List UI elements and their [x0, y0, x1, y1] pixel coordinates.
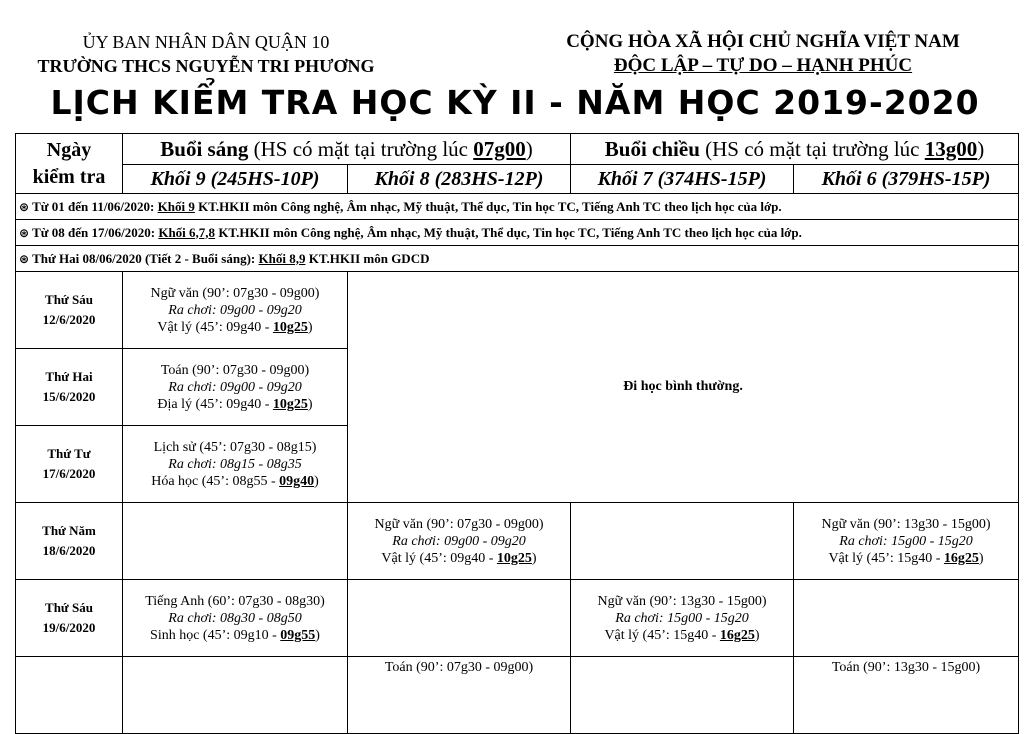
- exam-date-cell: Thứ Sáu 19/6/2020: [16, 580, 123, 657]
- exam-slot-grade-9: Lịch sử (45’: 07g30 - 08g15) Ra chơi: 08g15 - 08g35 Hóa học (45’: 08g55 - 09g40): [123, 426, 348, 503]
- exam-slot-grade-8: Ngữ văn (90’: 07g30 - 09g00) Ra chơi: 09g00 - 09g20 Vật lý (45’: 09g40 - 10g25): [348, 503, 571, 580]
- exam-slot-grade-6: Toán (90’: 13g30 - 15g00): [794, 657, 1019, 734]
- grade-6-header: Khối 6 (379HS-15P): [794, 165, 1019, 194]
- exam-date-cell: Thứ Tư 17/6/2020: [16, 426, 123, 503]
- grade-7-header: Khối 7 (374HS-15P): [571, 165, 794, 194]
- star-circle-icon: ⊛: [19, 251, 30, 266]
- exam-schedule-table: [15, 133, 1019, 734]
- exam-slot-grade-9: Toán (90’: 07g30 - 09g00) Ra chơi: 09g00 - 09g20 Địa lý (45’: 09g40 - 10g25): [123, 349, 348, 426]
- exam-slot-grade-7: Ngữ văn (90’: 13g30 - 15g00) Ra chơi: 15g00 - 15g20 Vật lý (45’: 15g40 - 16g25): [571, 580, 794, 657]
- exam-date-cell: [16, 657, 123, 734]
- star-circle-icon: ⊛: [19, 225, 30, 240]
- exam-date-cell: Thứ Sáu 12/6/2020: [16, 272, 123, 349]
- school-name: TRƯỜNG THCS NGUYỄN TRI PHƯƠNG: [37, 56, 375, 76]
- empty-slot: [348, 580, 571, 657]
- afternoon-session-header: Buổi chiều (HS có mặt tại trường lúc 13g00): [571, 134, 1019, 165]
- exam-slot-grade-8: Toán (90’: 07g30 - 09g00): [348, 657, 571, 734]
- exam-slot-grade-9: Tiếng Anh (60’: 07g30 - 08g30) Ra chơi: 08g30 - 08g50 Sinh học (45’: 09g10 - 09g55): [123, 580, 348, 657]
- national-motto: ĐỘC LẬP – TỰ DO – HẠNH PHÚC: [613, 55, 913, 76]
- star-circle-icon: ⊛: [19, 199, 30, 214]
- header-right: [548, 30, 978, 78]
- exam-slot-grade-9: Ngữ văn (90’: 07g30 - 09g00) Ra chơi: 09g00 - 09g20 Vật lý (45’: 09g40 - 10g25): [123, 272, 348, 349]
- empty-slot: [794, 580, 1019, 657]
- grade-9-header: Khối 9 (245HS-10P): [123, 165, 348, 194]
- empty-slot: [123, 503, 348, 580]
- grade-8-header: Khối 8 (283HS-12P): [348, 165, 571, 194]
- normal-school-cell: Đi học bình thường.: [348, 272, 1019, 503]
- note-row: ⊛ Từ 01 đến 11/06/2020: Khối 9 KT.HKII môn Công nghệ, Âm nhạc, Mỹ thuật, Thể dục, Tin học TC, Tiếng Anh TC theo lịch học của lớp.: [16, 194, 1019, 220]
- exam-slot-grade-6: Ngữ văn (90’: 13g30 - 15g00) Ra chơi: 15g00 - 15g20 Vật lý (45’: 15g40 - 16g25): [794, 503, 1019, 580]
- district-committee: ỦY BAN NHÂN DÂN QUẬN 10: [82, 32, 330, 52]
- exam-date-cell: Thứ Năm 18/6/2020: [16, 503, 123, 580]
- header-left: [14, 30, 398, 78]
- exam-date-cell: Thứ Hai 15/6/2020: [16, 349, 123, 426]
- empty-slot: [571, 657, 794, 734]
- empty-slot: [571, 503, 794, 580]
- note-row: ⊛ Từ 08 đến 17/06/2020: Khối 6,7,8 KT.HKII môn Công nghệ, Âm nhạc, Mỹ thuật, Thể dục, Tin học TC, Tiếng Anh TC theo lịch học của lớp.: [16, 220, 1019, 246]
- note-row: ⊛ Thứ Hai 08/06/2020 (Tiết 2 - Buổi sáng): Khối 8,9 KT.HKII môn GDCD: [16, 246, 1019, 272]
- column-header-date: Ngày kiểm tra: [16, 134, 123, 194]
- morning-session-header: Buổi sáng (HS có mặt tại trường lúc 07g00): [123, 134, 571, 165]
- empty-slot: [123, 657, 348, 734]
- national-name: CỘNG HÒA XÃ HỘI CHỦ NGHĨA VIỆT NAM: [566, 31, 960, 52]
- page-title: LỊCH KIỂM TRA HỌC KỲ II - NĂM HỌC 2019-2020: [50, 83, 980, 122]
